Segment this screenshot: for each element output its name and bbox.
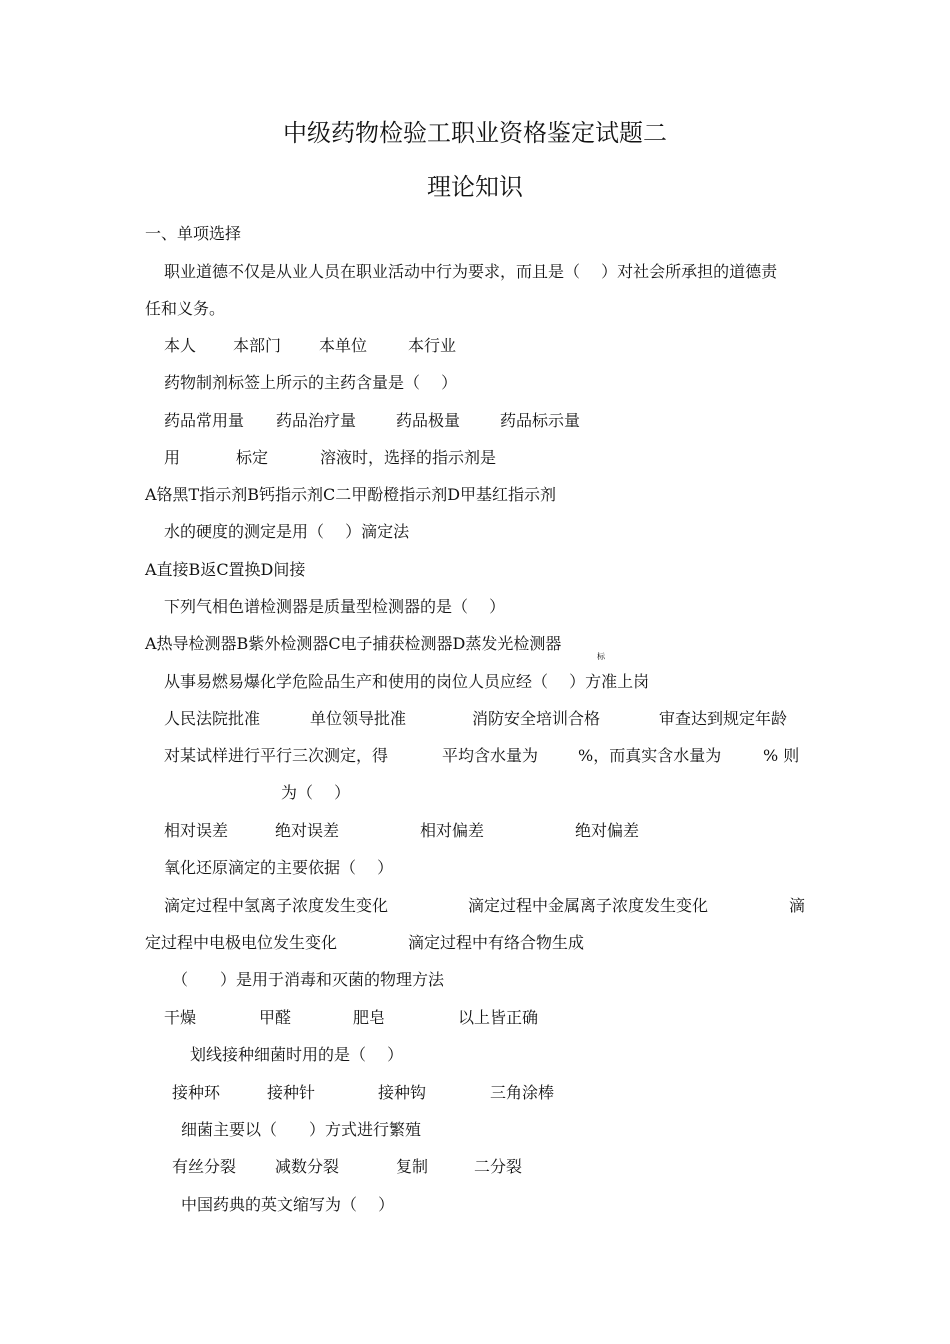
question-5-small-mark: 标 [597, 652, 605, 661]
question-9-option-b: 甲醛 [259, 1008, 292, 1027]
question-4-options: A直接B返C置换D间接 [145, 560, 306, 579]
question-2-option-d: 药品标示量 [500, 411, 581, 430]
section-heading: 一、单项选择 [145, 224, 242, 243]
question-1-line-1: 职业道德不仅是从业人员在职业活动中行为要求，而且是（ ）对社会所承担的道德责 [164, 262, 778, 281]
question-1-option-b: 本部门 [233, 336, 282, 355]
question-6-option-d: 审查达到规定年龄 [659, 709, 788, 728]
question-11-stem: 细菌主要以（ ）方式进行繁殖 [181, 1120, 422, 1139]
question-1-option-d: 本行业 [408, 336, 457, 355]
question-8-option-d: 滴定过程中有络合物生成 [408, 933, 585, 952]
question-7-part-3: %，而真实含水量为 [578, 746, 722, 765]
question-9-option-c: 肥皂 [353, 1008, 386, 1027]
question-6-option-a: 人民法院批准 [164, 709, 261, 728]
question-11-option-d: 二分裂 [474, 1157, 523, 1176]
question-10-option-c: 接种钩 [378, 1083, 427, 1102]
question-10-stem: 划线接种细菌时用的是（ ） [190, 1045, 404, 1064]
question-2-option-b: 药品治疗量 [276, 411, 357, 430]
question-8-stem: 氧化还原滴定的主要依据（ ） [164, 858, 394, 877]
question-7-option-b: 绝对误差 [275, 821, 340, 840]
question-7-line-2: 为（ ） [281, 783, 351, 802]
question-8-option-b: 滴定过程中金属离子浓度发生变化 [468, 896, 709, 915]
question-5-stem: 下列气相色谱检测器是质量型检测器的是（ ） [164, 597, 506, 616]
question-3-options: A铬黑T指示剂B钙指示剂C二甲酚橙指示剂D甲基红指示剂 [145, 485, 557, 504]
document-subtitle: 理论知识 [427, 173, 523, 201]
question-8-option-c-rest: 定过程中电极电位发生变化 [145, 933, 338, 952]
question-1-line-2: 任和义务。 [145, 299, 226, 318]
question-7-part-4: % 则 [763, 746, 800, 765]
question-6-option-c: 消防安全培训合格 [472, 709, 601, 728]
question-2-option-a: 药品常用量 [164, 411, 245, 430]
question-9-option-d: 以上皆正确 [458, 1008, 539, 1027]
question-9-stem: （ ）是用于消毒和灭菌的物理方法 [172, 970, 445, 989]
question-7-part-2: 平均含水量为 [442, 746, 539, 765]
question-7-part-1: 对某试样进行平行三次测定，得 [164, 746, 389, 765]
question-7-option-d: 绝对偏差 [575, 821, 640, 840]
question-2-stem: 药物制剂标签上所示的主药含量是（ ） [164, 373, 458, 392]
question-10-option-b: 接种针 [267, 1083, 316, 1102]
question-6-option-b: 单位领导批准 [310, 709, 407, 728]
question-3-part-2: 标定 [236, 448, 269, 467]
question-9-option-a: 干燥 [164, 1008, 197, 1027]
document-title: 中级药物检验工职业资格鉴定试题二 [283, 119, 667, 147]
question-10-option-a: 接种环 [172, 1083, 221, 1102]
question-3-part-3: 溶液时，选择的指示剂是 [320, 448, 497, 467]
question-11-option-c: 复制 [396, 1157, 429, 1176]
question-7-option-a: 相对误差 [164, 821, 229, 840]
question-11-option-b: 减数分裂 [275, 1157, 340, 1176]
question-12-stem: 中国药典的英文缩写为（ ） [181, 1195, 395, 1214]
question-5-options: A热导检测器B紫外检测器C电子捕获检测器D蒸发光检测器 [145, 634, 562, 653]
question-1-option-a: 本人 [164, 336, 197, 355]
question-10-option-d: 三角涂棒 [490, 1083, 555, 1102]
question-3-part-1: 用 [164, 448, 181, 467]
question-2-option-c: 药品极量 [396, 411, 461, 430]
question-8-option-c-start: 滴 [789, 896, 806, 915]
question-1-option-c: 本单位 [319, 336, 368, 355]
question-4-stem: 水的硬度的测定是用（ ）滴定法 [164, 522, 410, 541]
question-7-option-c: 相对偏差 [420, 821, 485, 840]
question-11-option-a: 有丝分裂 [172, 1157, 237, 1176]
question-6-stem: 从事易燃易爆化学危险品生产和使用的岗位人员应经（ ）方准上岗 [164, 672, 650, 691]
question-8-option-a: 滴定过程中氢离子浓度发生变化 [164, 896, 389, 915]
